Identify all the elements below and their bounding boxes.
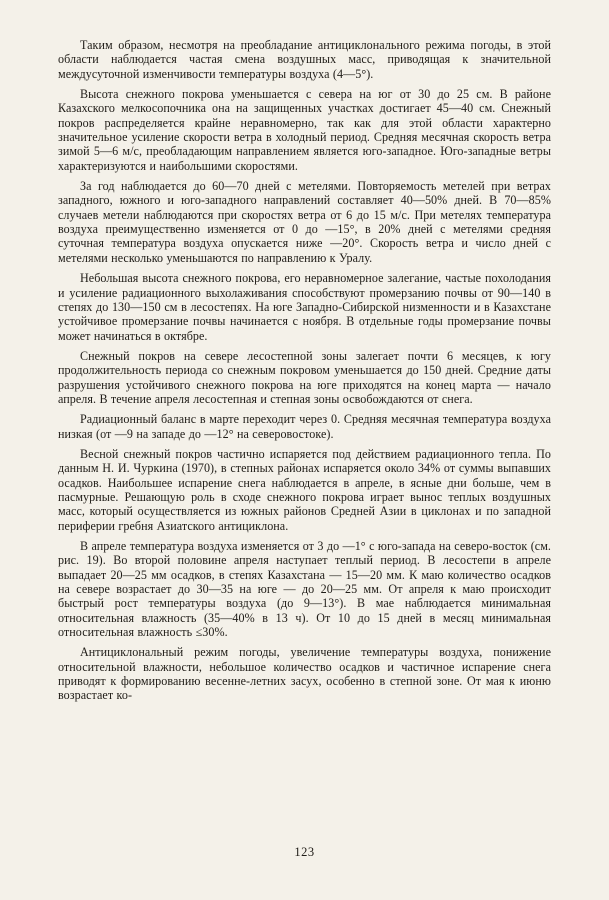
paragraph-3: За год наблюдается до 60—70 дней с метелями. Повторяемость метелей при ветрах западного, южного и юго-западного направлений составляет 40—50% дней. В 70—85% случаев метели наблюдаются при скоростях ветра от 6 до 15 м/с. При метелях температура воздуха преимущественно изменяется от 0 до —15°, в 20% дней с метелями средняя суточная температура воздуха опускается ниже —20°. Скорость ветра и число дней с метелями несколько уменьшаются по направлению к Уралу. <box>58 179 551 265</box>
paragraph-9: Антициклональный режим погоды, увеличение температуры воздуха, понижение относительной влажности, небольшое количество осадков и частичное испарение снега приводят к формированию весенне-летних засух, особенно в степной зоне. От мая к июню возрастает ко- <box>58 645 551 703</box>
paragraph-4: Небольшая высота снежного покрова, его неравномерное залегание, частые похолодания и усиление радиационного выхолаживания способствуют промерзанию почвы от 90—140 в степях до 130—150 см в лесостепях. На юге Западно-Сибирской низменности и в Казахстане устойчивое промерзание почвы начинается с ноября. В отдельные годы промерзание почвы может начинаться в октябре. <box>58 271 551 343</box>
paragraph-6: Радиационный баланс в марте переходит через 0. Средняя месячная температура воздуха низкая (от —9 на западе до —12° на северовостоке). <box>58 412 551 441</box>
paragraph-7: Весной снежный покров частично испаряется под действием радиационного тепла. По данным Н. И. Чуркина (1970), в степных районах испаряется около 34% от суммы выпавших осадков. Наибольшее испарение снега наблюдается в апреле, в ясные дни больше, чем в пасмурные. Решающую роль в сходе снежного покрова играет вынос теплых воздушных масс, который осуществляется из южных районов Средней Азии в циклонах и по западной периферии гребня Азиатского антициклона. <box>58 446 551 533</box>
page-body <box>58 38 551 709</box>
paragraph-8: В апреле температура воздуха изменяется от 3 до —1° с юго-запада на северо-восток (см. рис. 19). Во второй половине апреля наступает теплый период. В лесостепи в апреле выпадает 20—25 мм осадков, в степях Казахстана — 15—20 мм. К маю количество осадков на севере возрастает до 30—35 на юге — до 20—25 мм. От апреля к маю происходит быстрый рост температуры воздуха (до 9—13°). В мае наблюдается минимальная относительная влажность (35—40% в 13 ч). От 10 до 15 дней в месяц минимальная относительная влажность ≤30%. <box>58 539 551 640</box>
page-number: 123 <box>294 845 315 859</box>
paragraph-1: Таким образом, несмотря на преобладание антициклонального режима погоды, в этой области наблюдается частая смена воздушных масс, приводящая к значительной междусуточной изменчивости температуры воздуха (4—5°). <box>58 38 551 81</box>
paragraph-5: Снежный покров на севере лесостепной зоны залегает почти 6 месяцев, к югу продолжительность периода со снежным покровом уменьшается до 150 дней. Средние даты разрушения устойчивого снежного покрова на юге приходятся на конец марта — начало апреля. В течение апреля лесостепная и степная зоны освобождаются от снега. <box>58 348 551 406</box>
paragraph-2: Высота снежного покрова уменьшается с севера на юг от 30 до 25 см. В районе Казахского мелкосопочника она на защищенных участках достигает 45—40 см. Снежный покров распределяется крайне неравномерно, так как для этой области характерно значительное усиление скорости ветра в холодный период. Средняя месячная скорость ветра зимой 5—6 м/с, преобладающим направлением является юго-западное. Юго-западные ветры характеризуются и наибольшими скоростями. <box>58 87 551 173</box>
